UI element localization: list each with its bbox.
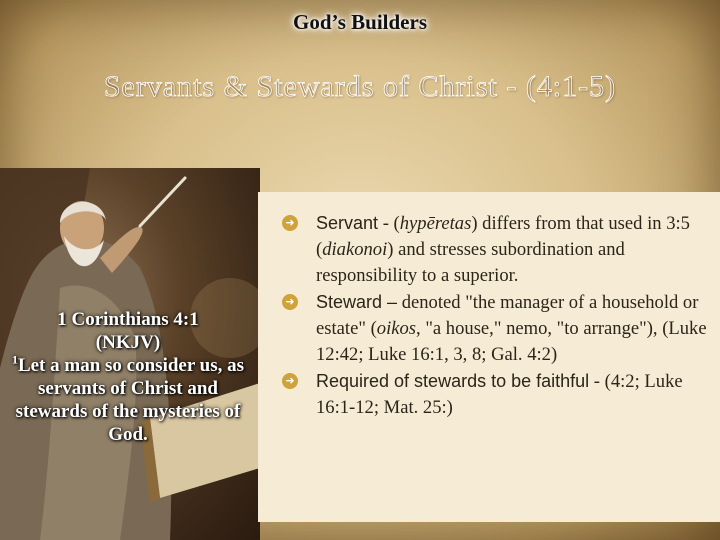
verse-version: (NKJV) — [95, 332, 161, 353]
slide-title: God’s Builders — [293, 10, 427, 34]
verse-text-block — [8, 354, 248, 446]
arrow-right-circle-icon: ➜ — [282, 373, 298, 389]
bullet-list — [280, 210, 712, 421]
bullet-lead: Steward – — [316, 292, 398, 312]
greek-term: hypēretas — [399, 213, 472, 234]
bullet-servant — [280, 210, 712, 289]
bullet-faithful — [280, 368, 712, 421]
bullet-text: , "a house," nemo, "to arrange"), (Luke 12:42; Luke 16:1, 3, 8; Gal. 4:2) — [316, 318, 707, 365]
verse-reference: 1 Corinthians 4:1 — [57, 309, 199, 330]
bullet-steward — [280, 289, 712, 368]
bullet-text: - (4:2; Luke 16:1-12; Mat. 25:) — [316, 371, 683, 418]
bullet-text: ) differs from that used in 3:5 ( — [316, 213, 690, 260]
bullet-lead: Servant — [316, 213, 379, 233]
arrow-right-circle-icon: ➜ — [282, 294, 298, 310]
greek-term: oikos — [376, 318, 417, 339]
scripture-verse — [8, 308, 248, 446]
slide-subtitle: Servants & Stewards of Christ - (4:1-5) — [103, 70, 617, 103]
arrow-right-circle-icon: ➜ — [282, 215, 298, 231]
bullet-text: ) and stresses subordination and responsibility to a superior. — [316, 239, 625, 286]
bullet-text: denoted "the manager of a household or estate" ( — [316, 292, 699, 339]
bullet-text: - ( — [378, 213, 400, 234]
bullet-lead: Required of stewards to be faithful — [316, 371, 590, 391]
verse-text: Let a man so consider us, as servants of Christ and stewards of the mysteries of God. — [15, 355, 245, 445]
verse-number: 1 — [11, 352, 18, 367]
greek-term: diakonoi — [322, 239, 388, 260]
